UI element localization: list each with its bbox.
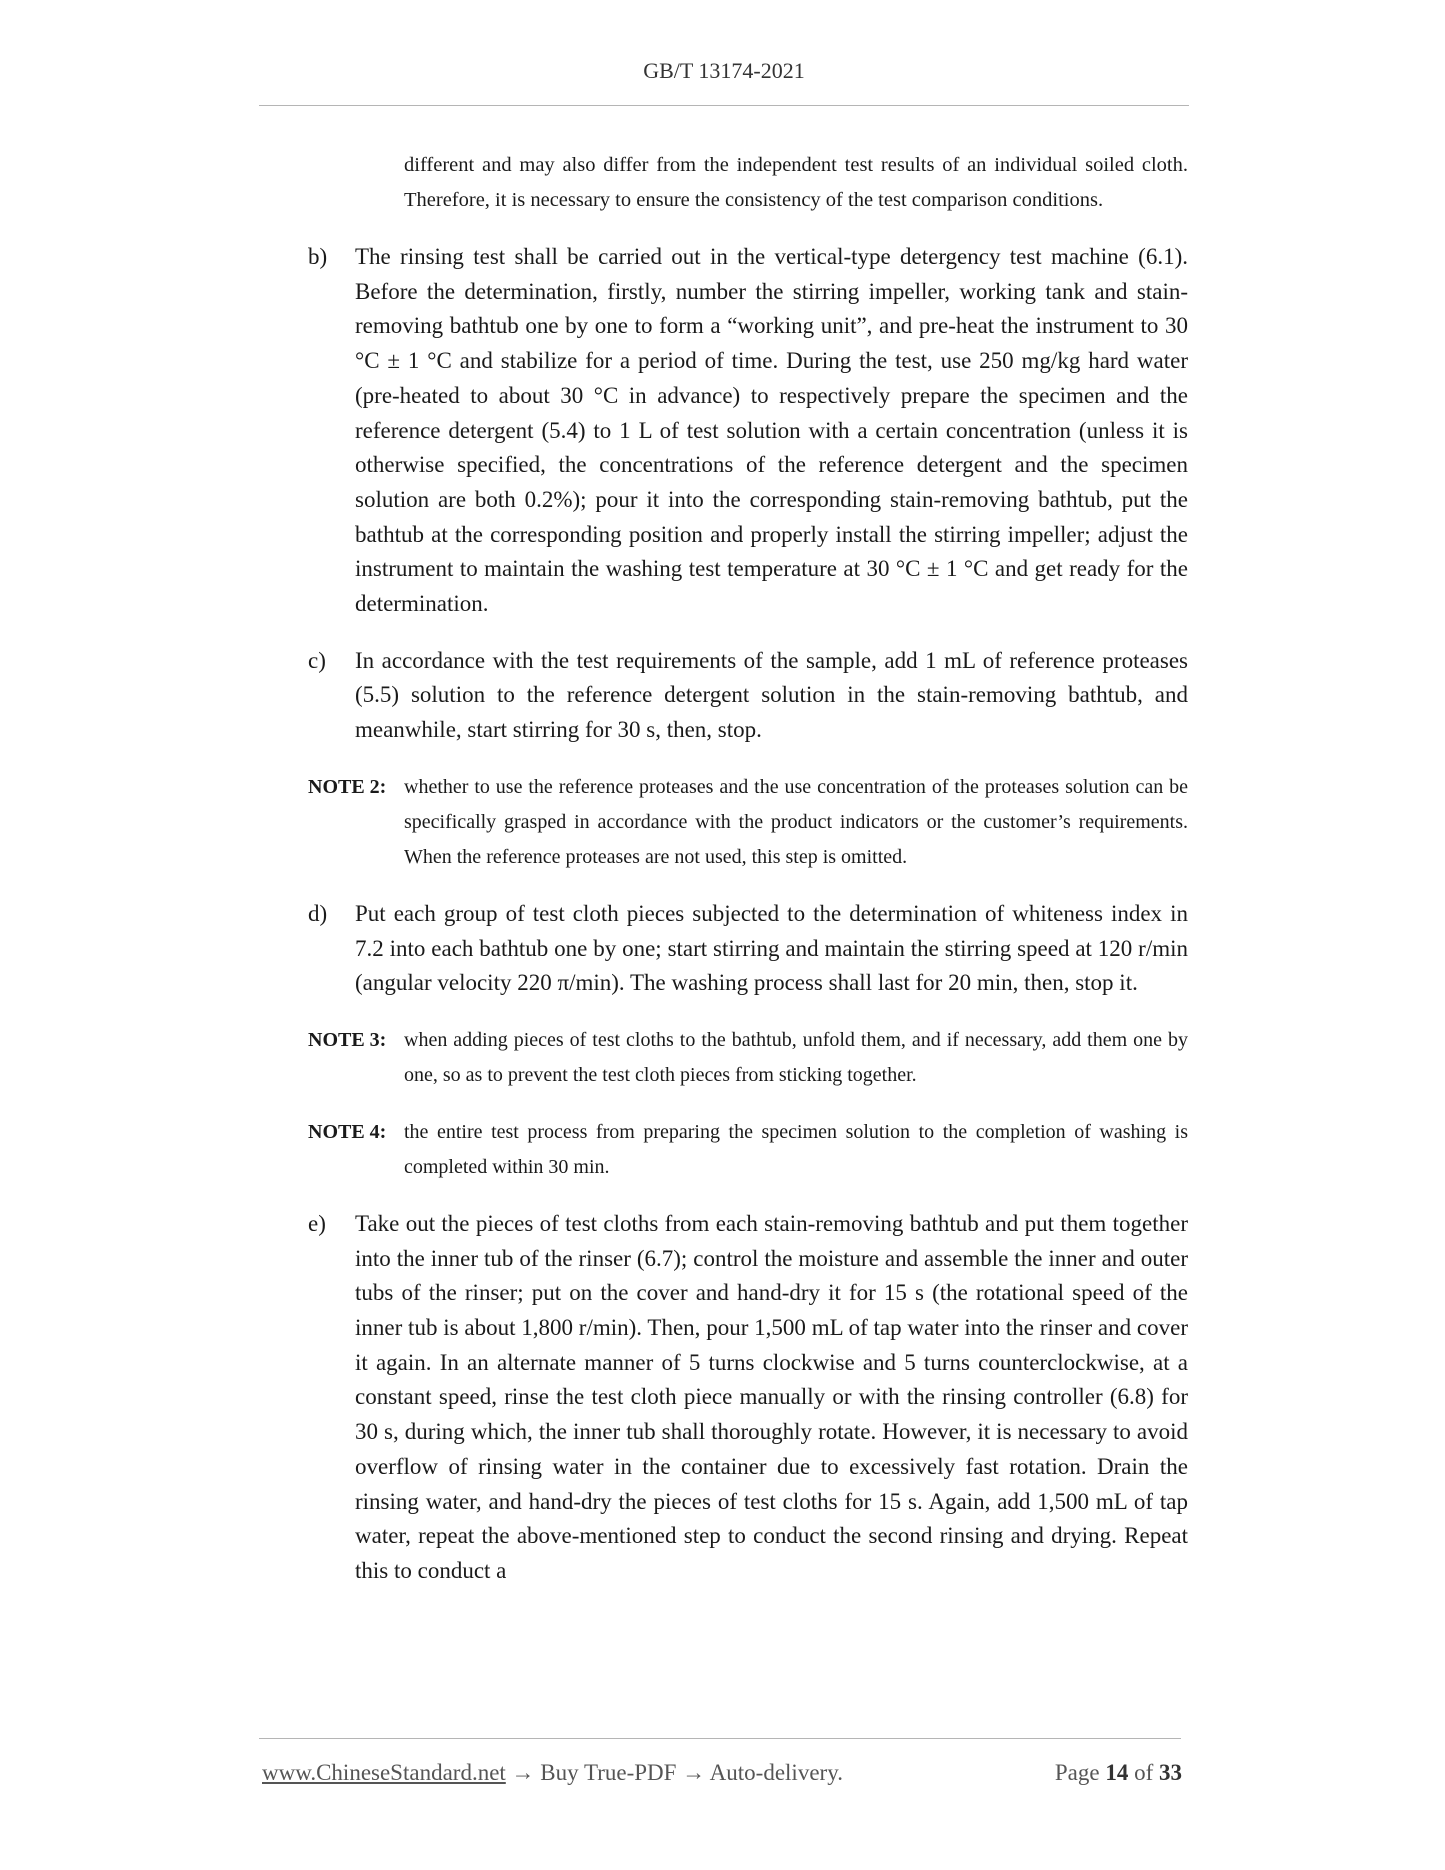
arrow-right-icon: → [682,1760,706,1785]
page-number: 14 [1105,1760,1129,1785]
note-label: NOTE 2: [308,775,387,798]
note-4 [308,1115,1188,1185]
page-word: Page [1054,1760,1100,1785]
list-item-text: Put each group of test cloth pieces subjected to the determination of whiteness index in 7.2 into each bathtub one by one; start stirring and maintain the stirring speed at 120 r/min (angular velocity 220 π/min). The washing process shall last for 20 min, then, stop it. [355,900,1188,996]
note-2 [308,770,1188,875]
page-indicator [1055,1760,1182,1786]
list-item-text: The rinsing test shall be carried out in the vertical-type detergency test machine (6.1). Before the determination, firstly, number the stirring impeller, working tank and stain-removing bathtub one by one to form a “working unit”, and pre-heat the instrument to 30 °C ± 1 °C and stabilize for a period of time. During the test, use 250 mg/kg hard water (pre-heated to about 30 °C in advance) to respectively prepare the specimen and the reference detergent (5.4) to 1 L of test solution with a certain concentration (unless it is otherwise specified, the concentrations of the reference detergent and the specimen solution are both 0.2%); pour it into the corresponding stain-removing bathtub, put the bathtub at the corresponding position and properly install the stirring impeller; adjust the instrument to maintain the washing test temperature at 30 °C ± 1 °C and get ready for the determination. [355,244,1188,617]
note-text: whether to use the reference proteases and the use concentration of the proteases solution can be specifically grasped in accordance with the product indicators or the customer’s requirements. When the reference proteases are not used, this step is omitted. [404,775,1188,868]
list-item-text: In accordance with the test requirements of the sample, add 1 mL of reference proteases (5.5) solution to the reference detergent solution in the stain-removing bathtub, and meanwhile, start stirring for 30 s, then, stop. [355,647,1188,743]
list-marker: c) [308,647,326,673]
list-item-d [308,897,1188,1001]
standard-number: GB/T 13174-2021 [643,58,805,83]
note-text: when adding pieces of test cloths to the bathtub, unfold them, and if necessary, add them one by one, so as to prevent the test cloth pieces from sticking together. [404,1028,1188,1086]
footer-divider [259,1738,1181,1739]
of-word: of [1134,1760,1154,1785]
arrow-right-icon: → [511,1760,535,1785]
note-3 [308,1023,1188,1093]
list-marker: d) [308,900,328,926]
website-link[interactable]: www.ChineseStandard.net [262,1760,506,1785]
continuation-paragraph: different and may also differ from the independent test results of an individual soiled cloth. Therefore, it is necessary to ensure the consistency of the test comparison conditions. [404,154,1188,211]
document-header [259,58,1189,84]
list-item-c [308,644,1188,748]
note-label: NOTE 3: [308,1028,387,1051]
auto-delivery-text: Auto-delivery. [709,1760,843,1785]
note-label: NOTE 4: [308,1120,387,1143]
list-item-e [308,1207,1188,1589]
note-text: the entire test process from preparing the specimen solution to the completion of washing is completed within 30 min. [404,1120,1188,1178]
page-footer [262,1760,1182,1786]
list-marker: b) [308,244,328,269]
buy-pdf-text: Buy True-PDF [540,1760,677,1785]
page-body [308,148,1188,1611]
list-item-text: Take out the pieces of test cloths from each stain-removing bathtub and put them together into the inner tub of the rinser (6.7); control the moisture and assemble the inner and outer tubs of the rinser; put on the cover and hand-dry it for 15 s (the rotational speed of the inner tub is about 1,800 r/min). Then, pour 1,500 mL of tap water into the rinser and cover it again. In an alternate manner of 5 turns clockwise and 5 turns counterclockwise, at a constant speed, rinse the test cloth piece manually or with the rinsing controller (6.8) for 30 s, during which, the inner tub shall thoroughly rotate. However, it is necessary to avoid overflow of rinsing water in the container due to excessively fast rotation. Drain the rinsing water, and hand-dry the pieces of test cloths for 15 s. Again, add 1,500 mL of tap water, repeat the above-mentioned step to conduct the second rinsing and drying. Repeat this to conduct a [355,1210,1188,1583]
page-total: 33 [1159,1760,1182,1785]
header-divider [259,105,1189,106]
list-marker: e) [308,1210,326,1236]
list-item-b [308,240,1188,622]
